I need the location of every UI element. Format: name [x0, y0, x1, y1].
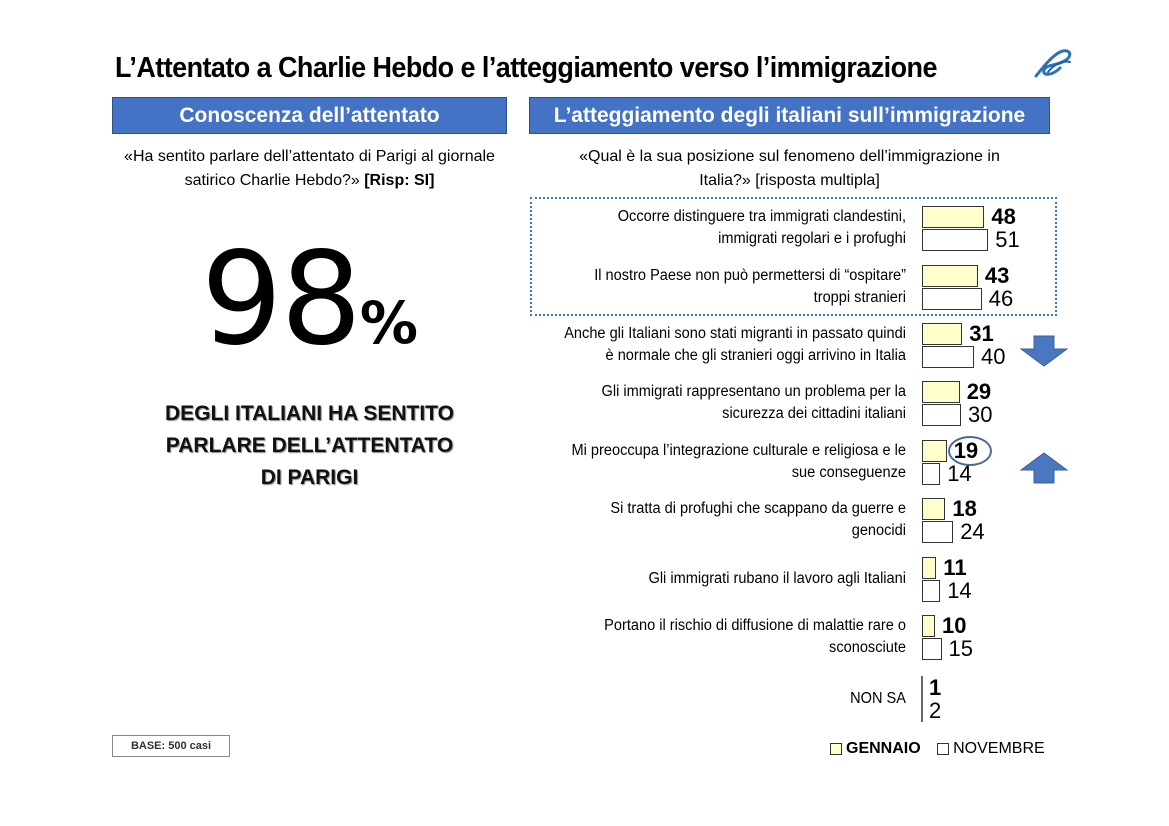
- row-label: NON SA: [850, 690, 906, 707]
- legend-label-gennaio: GENNAIO: [846, 740, 921, 757]
- value-label-gennaio: 1: [929, 675, 942, 700]
- row-label: Portano il rischio di diffusione di malattie rare o sconosciute: [604, 617, 906, 656]
- value-label-gennaio: 31: [969, 321, 994, 346]
- big-stat-unit: %: [359, 289, 418, 357]
- bar-gennaio: [922, 323, 962, 345]
- legend-swatch-novembre: [937, 743, 949, 755]
- bar-gennaio: [922, 381, 960, 403]
- page-title: L’Attentato a Charlie Hebdo e l’atteggiamento verso l’immigrazione: [115, 52, 937, 84]
- left-question: [112, 145, 507, 193]
- value-label-novembre: 14: [947, 578, 972, 603]
- caption-line: DEGLI ITALIANI HA SENTITO: [165, 402, 454, 425]
- value-label-gennaio: 18: [952, 496, 977, 521]
- value-label-gennaio: 29: [966, 379, 992, 404]
- bar-gennaio: [922, 557, 936, 579]
- value-label-gennaio: 11: [943, 555, 967, 580]
- big-stat-caption: [112, 398, 507, 494]
- big-stat: [112, 225, 507, 375]
- left-answer-note: [Risp: SI]: [364, 172, 435, 189]
- value-label-novembre: 15: [948, 636, 973, 661]
- row-label: Mi preoccupa l’integrazione culturale e religiosa e le sue conseguenze: [571, 442, 906, 481]
- non-sa-axis-line: [921, 676, 923, 722]
- value-label-novembre: 24: [960, 519, 985, 544]
- bar-novembre: [922, 288, 982, 310]
- right-panel-header: L’atteggiamento degli italiani sull’immigrazione: [529, 97, 1050, 134]
- bar-gennaio: [922, 498, 945, 520]
- value-label-gennaio: 43: [984, 263, 1010, 288]
- row-label: Occorre distinguere tra immigrati clandestini, immigrati regolari e i profughi: [617, 208, 906, 247]
- row-label: Il nostro Paese non può permettersi di “ospitare” troppi stranieri: [594, 267, 906, 306]
- value-label-novembre: 46: [988, 286, 1014, 311]
- row-label: Gli immigrati rubano il lavoro agli Italiani: [648, 570, 906, 587]
- value-label-gennaio: 10: [942, 613, 967, 638]
- legend-label-novembre: NOVEMBRE: [953, 740, 1045, 757]
- value-label-gennaio: 19: [953, 438, 979, 463]
- right-question: «Qual è la sua posizione sul fenomeno dell’immigrazione in Italia?» [risposta multipla]: [579, 148, 1000, 189]
- legend-item-gennaio: [830, 740, 921, 758]
- bar-novembre: [922, 346, 974, 368]
- row-label: Anche gli Italiani sono stati migranti in passato quindi è normale che gli stranieri oggi arrivino in Italia: [564, 325, 906, 364]
- caption-line: PARLARE DELL’ATTENTATO: [165, 434, 454, 457]
- bar-gennaio: [922, 206, 984, 228]
- bar-novembre: [922, 521, 953, 543]
- row-label: Gli immigrati rappresentano un problema per la sicurezza dei cittadini italiani: [601, 383, 906, 422]
- big-stat-value: 98: [201, 225, 360, 374]
- legend-swatch-gennaio: [830, 743, 842, 755]
- value-label-novembre: 2: [929, 698, 942, 723]
- bar-gennaio: [922, 615, 935, 637]
- highlight-circle: [948, 436, 992, 466]
- brand-logo-icon: [1030, 46, 1078, 82]
- trend-arrow-up-icon: [1020, 452, 1068, 484]
- base-note: BASE: 500 casi: [112, 735, 230, 757]
- caption-line: DI PARIGI: [260, 466, 359, 489]
- bar-gennaio: [922, 265, 978, 287]
- legend: [830, 740, 1057, 758]
- value-label-novembre: 40: [981, 344, 1006, 369]
- bar-novembre: [922, 404, 961, 426]
- legend-item-novembre: [937, 740, 1045, 758]
- bar-novembre: [922, 580, 940, 602]
- value-label-novembre: 30: [968, 402, 993, 427]
- value-label-gennaio: 48: [991, 204, 1016, 229]
- row-label: Si tratta di profughi che scappano da guerre e genocidi: [610, 500, 906, 539]
- bar-novembre: [922, 638, 942, 660]
- value-label-novembre: 51: [995, 227, 1020, 252]
- trend-arrow-down-icon: [1020, 335, 1068, 367]
- bar-gennaio: [922, 440, 947, 462]
- bar-novembre: [922, 463, 940, 485]
- bar-novembre: [922, 229, 988, 251]
- left-panel-header: Conoscenza dell’attentato: [112, 97, 507, 134]
- value-label-novembre: 14: [947, 461, 972, 486]
- left-question-text: «Ha sentito parlare dell’attentato di Parigi al giornale satirico Charlie Hebdo?»: [124, 148, 495, 189]
